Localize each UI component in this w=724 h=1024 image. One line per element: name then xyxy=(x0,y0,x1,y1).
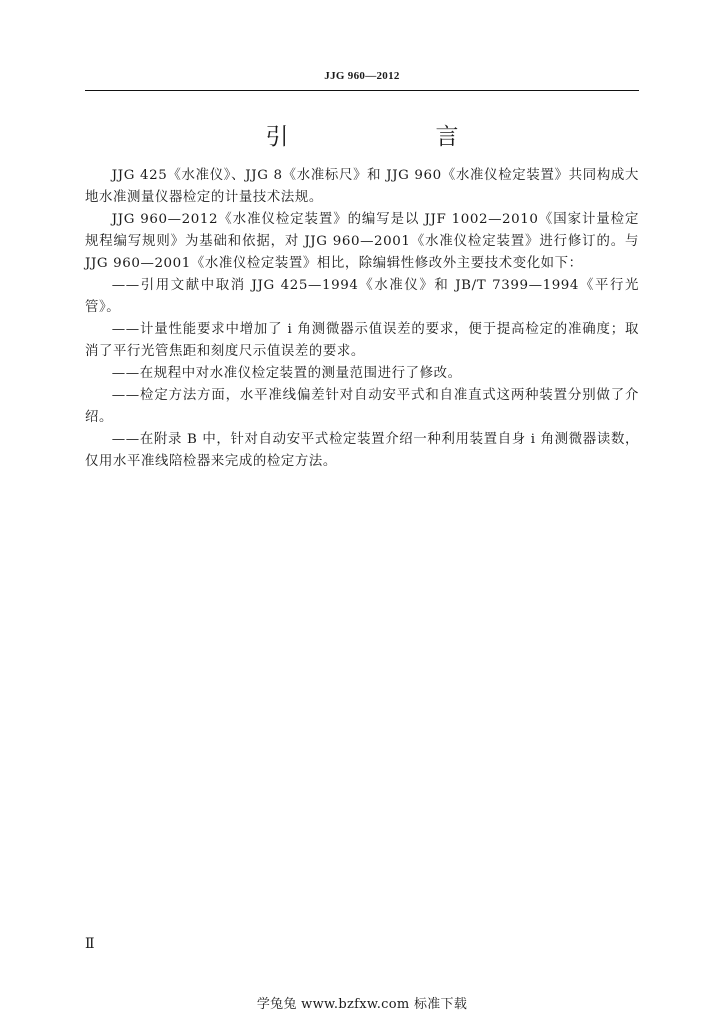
list-item-verification-method: ——检定方法方面，水平准线偏差针对自动安平式和自准直式这两种装置分别做了介绍。 xyxy=(85,388,639,425)
paragraph-revision-basis: JJG 960—2012《水准仪检定装置》的编写是以 JJF 1002—2010《国家计量检定规程编写规则》为基础和依据，对 JJG 960—2001《水准仪检定装置》进行修订的。与 JJG 960—2001《水准仪检定装置》相比，除编辑性修改外主要技术变化如下： xyxy=(85,212,639,271)
page-number: Ⅱ xyxy=(85,937,95,952)
paragraph-intro: JJG 425《水准仪》、JJG 8《水准标尺》和 JJG 960《水准仪检定装置》共同构成大地水准测量仪器检定的计量技术法规。 xyxy=(85,168,639,205)
body-text xyxy=(85,165,639,473)
list-item-appendix-b: ——在附录 B 中，针对自动安平式检定装置介绍一种利用装置自身 i 角测微器读数，仅用水平准线陪检器来完成的检定方法。 xyxy=(85,432,639,469)
page-title: 引 言 xyxy=(265,124,521,150)
list-item-references: ——引用文献中取消 JJG 425—1994《水准仪》和 JB/T 7399—1994《平行光管》。 xyxy=(85,278,639,315)
list-item-measurement-range: ——在规程中对水准仪检定装置的测量范围进行了修改。 xyxy=(111,366,462,381)
header-divider xyxy=(85,90,639,91)
footer-watermark: 学兔兔 www.bzfxw.com 标准下载 xyxy=(256,997,468,1012)
running-header-standard-code: JJG 960—2012 xyxy=(324,70,400,82)
list-item-metrology-requirements: ——计量性能要求中增加了 i 角测微器示值误差的要求，便于提高检定的准确度；取消了平行光管焦距和刻度尺示值误差的要求。 xyxy=(85,322,639,359)
